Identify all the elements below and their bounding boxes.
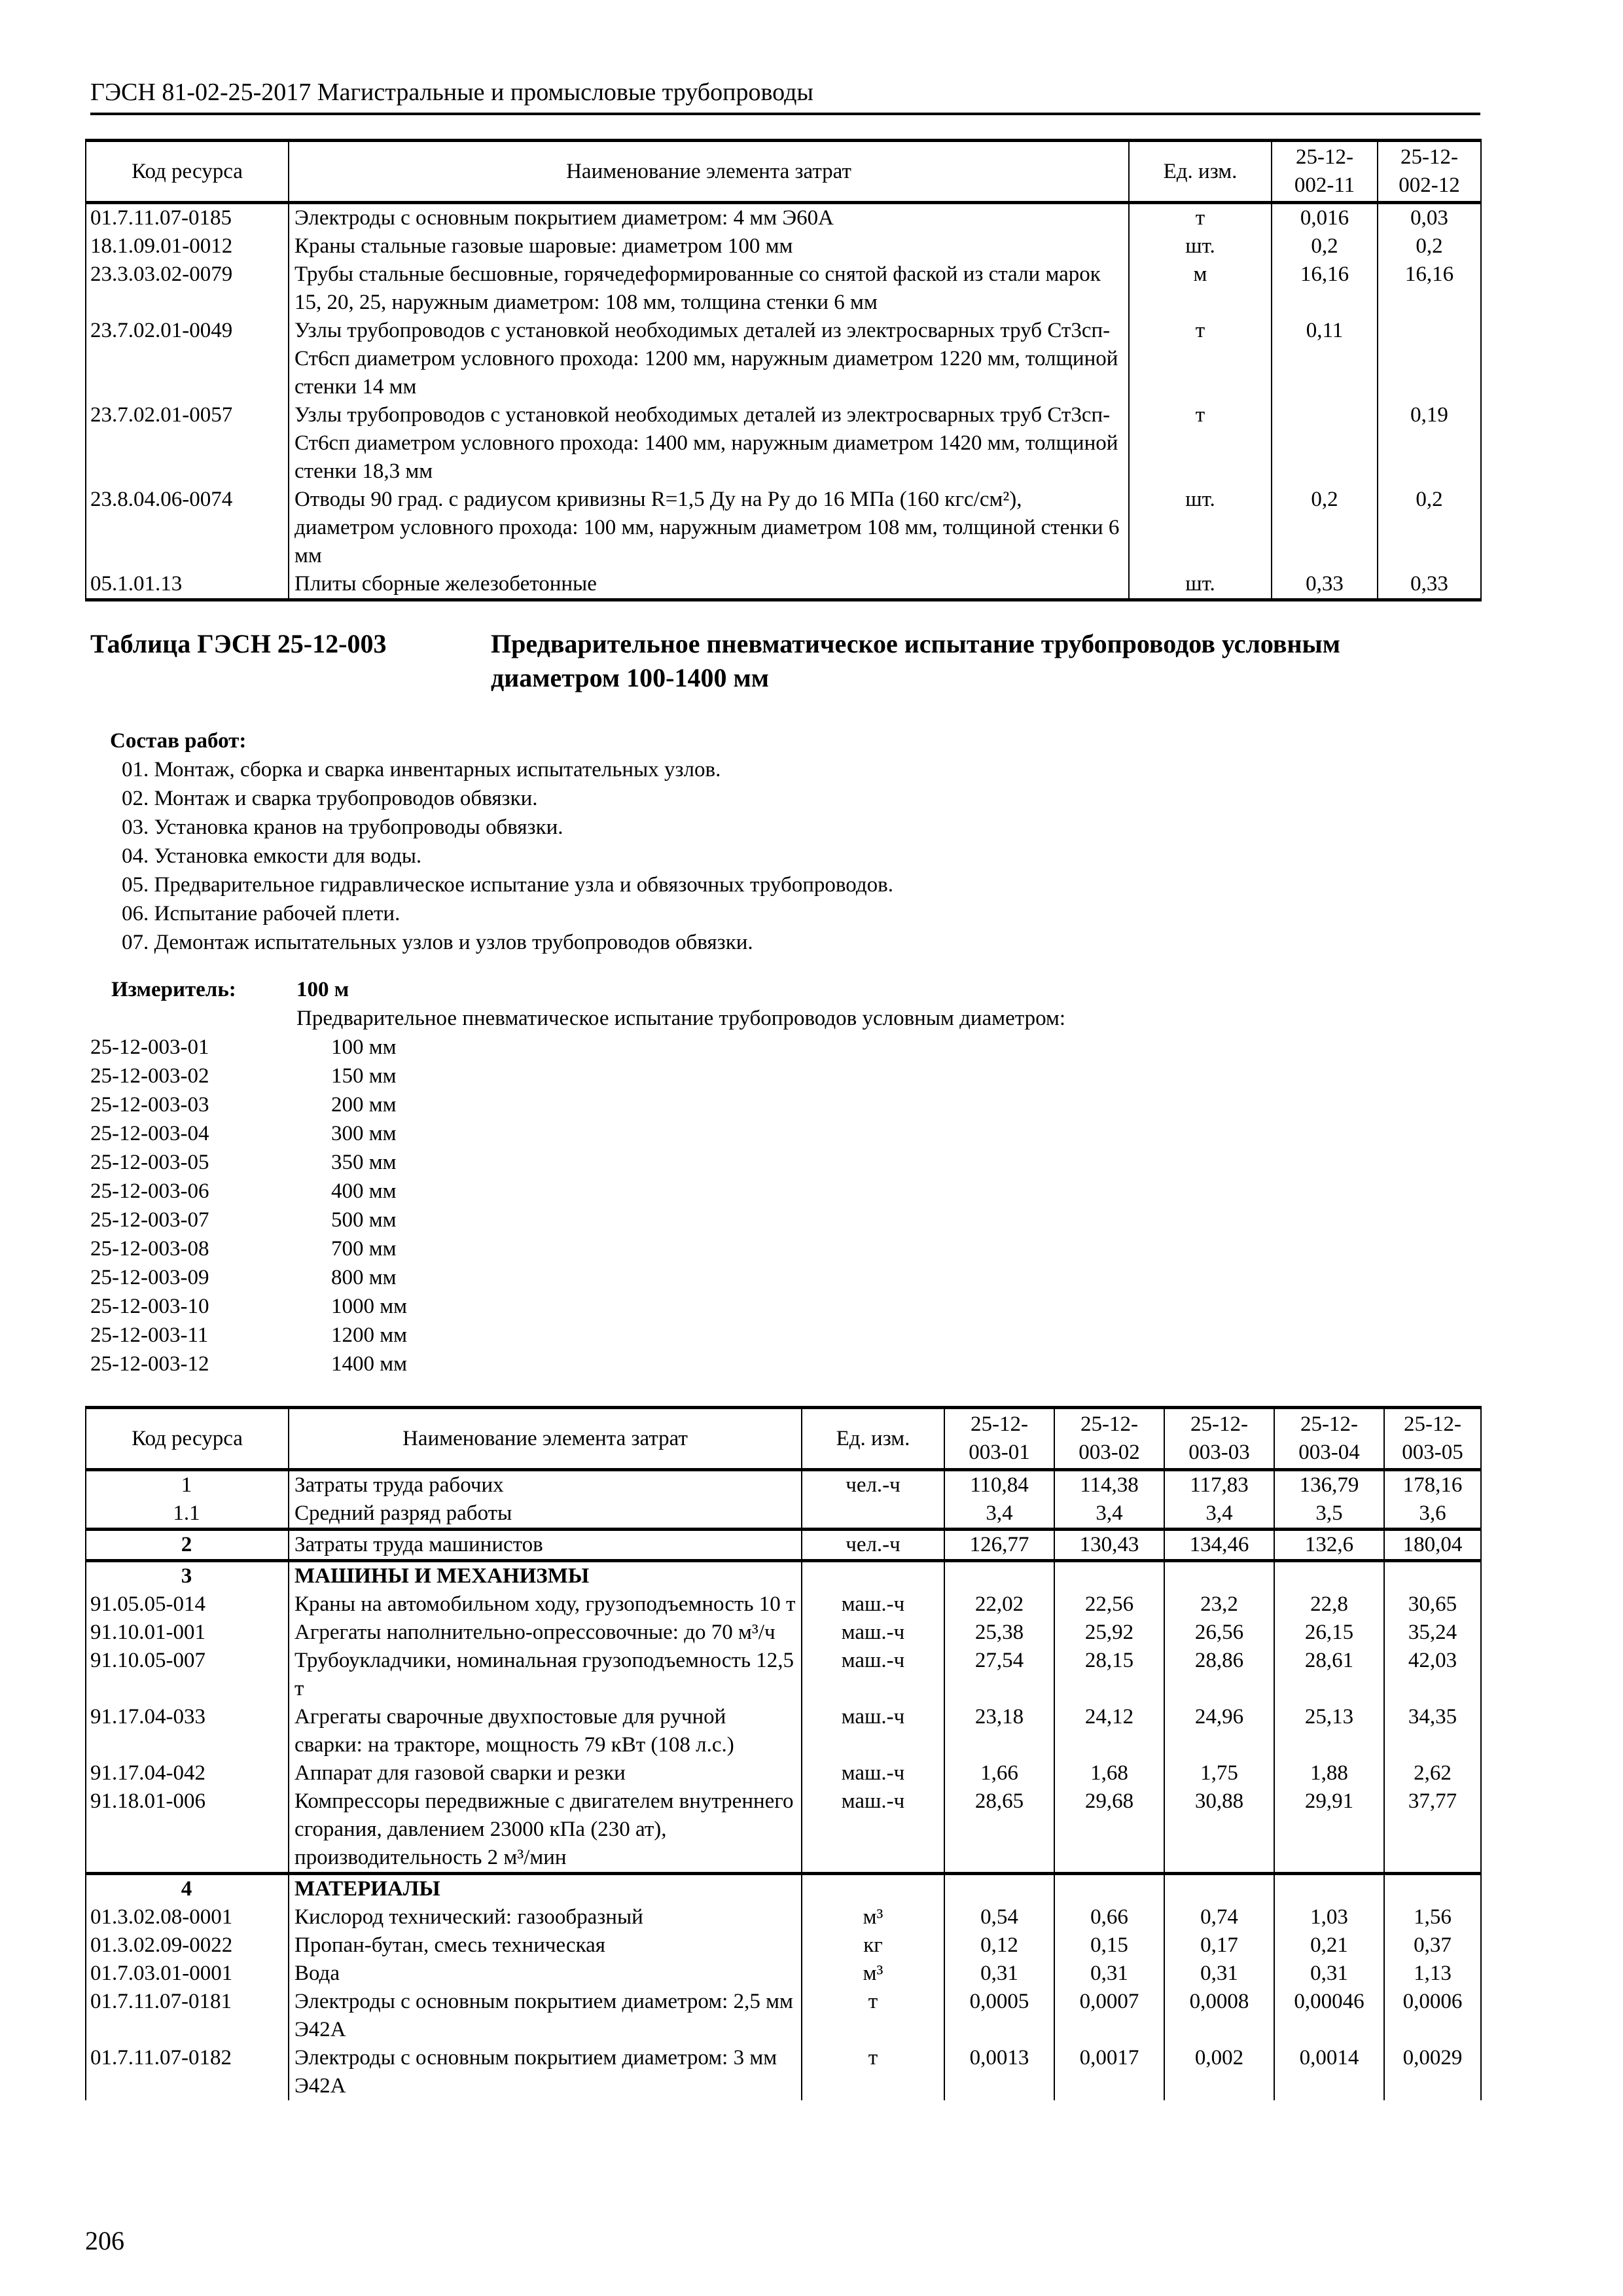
norm-value: 24,12: [1054, 1703, 1164, 1759]
table-row: [86, 570, 1481, 600]
cost-element-name: МАШИНЫ И МЕХАНИЗМЫ: [289, 1561, 802, 1591]
cost-element-name: Кислород технический: газообразный: [289, 1903, 802, 1931]
norm-value: 28,65: [944, 1787, 1054, 1874]
header-name: Наименование элемента затрат: [289, 1408, 802, 1470]
norm-value: 180,04: [1384, 1530, 1481, 1561]
unit-of-measure: шт.: [1129, 486, 1272, 570]
norm-value: 0,0005: [944, 1988, 1054, 2044]
norm-value: [944, 1874, 1054, 1904]
norm-value: 178,16: [1384, 1470, 1481, 1500]
resource-table-25-12-002: [85, 139, 1482, 601]
table-row: [86, 1703, 1481, 1759]
unit-of-measure: кг: [802, 1931, 944, 1960]
norm-value: [1378, 317, 1481, 401]
cost-element-name: Трубоукладчики, номинальная грузоподъемность 12,5 т: [289, 1647, 802, 1703]
norm-value: 132,6: [1274, 1530, 1384, 1561]
norm-value: 0,17: [1164, 1931, 1274, 1960]
table-row: [86, 486, 1481, 570]
cost-element-name: Пропан-бутан, смесь техническая: [289, 1931, 802, 1960]
header-col: 25-12- 003-01: [944, 1408, 1054, 1470]
cost-element-name: Вода: [289, 1960, 802, 1988]
table-row: [86, 1787, 1481, 1874]
norm-value: 1,56: [1384, 1903, 1481, 1931]
unit-of-measure: маш.-ч: [802, 1590, 944, 1619]
norm-value: 3,6: [1384, 1499, 1481, 1530]
norm-code: 25-12-003-05: [90, 1151, 209, 1174]
cost-element-name: Электроды с основным покрытием диаметром: 3 мм Э42А: [289, 2044, 802, 2100]
table-row: [86, 203, 1481, 233]
norm-value: 1,03: [1274, 1903, 1384, 1931]
nominal-diameter: 700 мм: [331, 1237, 397, 1261]
resource-code: 91.18.01-006: [86, 1787, 289, 1874]
norm-value: 0,66: [1054, 1903, 1164, 1931]
norm-value: 110,84: [944, 1470, 1054, 1500]
cost-element-name: Узлы трубопроводов с установкой необходимых деталей из электросварных труб Ст3сп-Ст6сп диаметром условного прохода: 1400 мм, наружным диаметром 1420 мм, толщиной стенки 18,3 мм: [289, 401, 1129, 486]
norm-code: 25-12-003-11: [90, 1323, 209, 1347]
work-item: 04. Установка емкости для воды.: [122, 844, 422, 868]
norm-value: 0,74: [1164, 1903, 1274, 1931]
resource-code: 23.7.02.01-0049: [86, 317, 289, 401]
norm-value: 29,68: [1054, 1787, 1164, 1874]
resource-code: 3: [86, 1561, 289, 1591]
table-row: [86, 401, 1481, 486]
norm-value: 23,2: [1164, 1590, 1274, 1619]
norm-value: 16,16: [1272, 260, 1378, 317]
resource-code: 01.7.11.07-0185: [86, 203, 289, 233]
unit-of-measure: т: [1129, 317, 1272, 401]
header-code: Код ресурса: [86, 141, 289, 203]
unit-of-measure: т: [1129, 401, 1272, 486]
work-item: 06. Испытание рабочей плети.: [122, 902, 401, 925]
work-composition: [110, 726, 893, 957]
cost-element-name: Краны на автомобильном ходу, грузоподъемность 10 т: [289, 1590, 802, 1619]
norm-value: 0,0017: [1054, 2044, 1164, 2100]
unit-of-measure: чел.-ч: [802, 1530, 944, 1561]
table-row: [86, 1647, 1481, 1703]
norm-value: 24,96: [1164, 1703, 1274, 1759]
resource-code: 91.17.04-033: [86, 1703, 289, 1759]
cost-element-name: Агрегаты наполнительно-опрессовочные: до 70 м³/ч: [289, 1619, 802, 1647]
norm-code: 25-12-003-08: [90, 1237, 209, 1261]
resource-code: 05.1.01.13: [86, 570, 289, 600]
nominal-diameter: 400 мм: [331, 1179, 397, 1203]
norm-value: 30,88: [1164, 1787, 1274, 1874]
norm-value: 0,11: [1272, 317, 1378, 401]
norm-code: 25-12-003-04: [90, 1122, 209, 1145]
table-label: Таблица ГЭСН 25-12-003: [90, 629, 387, 658]
norm-value: [1384, 1874, 1481, 1904]
norm-value: 25,13: [1274, 1703, 1384, 1759]
table-title: Предварительное пневматическое испытание трубопроводов условным диаметром 100-1400 мм: [491, 629, 1341, 692]
resource-code: 4: [86, 1874, 289, 1904]
resource-code: 23.8.04.06-0074: [86, 486, 289, 570]
meter-item: [90, 1234, 1465, 1263]
norm-value: 1,88: [1274, 1759, 1384, 1787]
resource-code: 1: [86, 1470, 289, 1500]
norm-value: 42,03: [1384, 1647, 1481, 1703]
resource-code: 01.7.03.01-0001: [86, 1960, 289, 1988]
cost-element-name: Агрегаты сварочные двухпостовые для ручной сварки: на тракторе, мощность 79 кВт (108 л.с.): [289, 1703, 802, 1759]
unit-of-measure: м³: [802, 1960, 944, 1988]
norm-value: [1054, 1874, 1164, 1904]
resource-code: 1.1: [86, 1499, 289, 1530]
resource-code: 91.10.05-007: [86, 1647, 289, 1703]
unit-of-measure: т: [1129, 203, 1272, 233]
meter-item: [90, 1263, 1465, 1292]
meter-item: [90, 1119, 1465, 1148]
norm-value: 0,0006: [1384, 1988, 1481, 2044]
norm-value: 25,92: [1054, 1619, 1164, 1647]
table-header-row: [86, 1408, 1481, 1470]
unit-of-measure: маш.-ч: [802, 1759, 944, 1787]
table-row: [86, 1561, 1481, 1591]
norm-value: 27,54: [944, 1647, 1054, 1703]
norm-value: 3,4: [1164, 1499, 1274, 1530]
cost-element-name: Аппарат для газовой сварки и резки: [289, 1759, 802, 1787]
meter-item: [90, 1148, 1465, 1177]
table-row: [86, 1470, 1481, 1500]
norm-value: 0,0013: [944, 2044, 1054, 2100]
unit-of-measure: шт.: [1129, 232, 1272, 260]
header-name: Наименование элемента затрат: [289, 141, 1129, 203]
norm-value: 22,02: [944, 1590, 1054, 1619]
header-col: 25-12- 003-02: [1054, 1408, 1164, 1470]
table-row: [86, 1903, 1481, 1931]
nominal-diameter: 1200 мм: [331, 1323, 408, 1347]
unit-of-measure: м³: [802, 1903, 944, 1931]
resource-code: 91.10.01-001: [86, 1619, 289, 1647]
table-row: [86, 317, 1481, 401]
header-col: 25-12- 003-04: [1274, 1408, 1384, 1470]
unit-of-measure: маш.-ч: [802, 1619, 944, 1647]
nominal-diameter: 500 мм: [331, 1208, 397, 1232]
unit-of-measure: маш.-ч: [802, 1787, 944, 1874]
resource-code: 01.7.11.07-0181: [86, 1988, 289, 2044]
norm-value: 22,56: [1054, 1590, 1164, 1619]
work-item: 03. Установка кранов на трубопроводы обвязки.: [122, 816, 563, 839]
norm-value: [1164, 1874, 1274, 1904]
norm-value: [1274, 1874, 1384, 1904]
norm-value: 29,91: [1274, 1787, 1384, 1874]
cost-element-name: Затраты труда машинистов: [289, 1530, 802, 1561]
work-composition-heading: Состав работ:: [110, 729, 247, 753]
norm-value: [1164, 1561, 1274, 1591]
norm-value: 0,33: [1378, 570, 1481, 600]
norm-value: 28,15: [1054, 1647, 1164, 1703]
table-row: [86, 1530, 1481, 1561]
norm-code: 25-12-003-03: [90, 1093, 209, 1117]
header-code: Код ресурса: [86, 1408, 289, 1470]
table-row: [86, 1759, 1481, 1787]
table-row: [86, 1874, 1481, 1904]
norm-value: 0,12: [944, 1931, 1054, 1960]
norm-value: 0,19: [1378, 401, 1481, 486]
norm-value: 114,38: [1054, 1470, 1164, 1500]
unit-of-measure: [802, 1561, 944, 1591]
cost-element-name: Краны стальные газовые шаровые: диаметром 100 мм: [289, 232, 1129, 260]
norm-value: 26,56: [1164, 1619, 1274, 1647]
norm-value: 3,4: [944, 1499, 1054, 1530]
work-item: 01. Монтаж, сборка и сварка инвентарных испытательных узлов.: [122, 758, 721, 781]
norm-value: 0,0008: [1164, 1988, 1274, 2044]
norm-value: 1,66: [944, 1759, 1054, 1787]
norm-value: 0,2: [1378, 486, 1481, 570]
norm-value: 1,13: [1384, 1960, 1481, 1988]
nominal-diameter: 300 мм: [331, 1122, 397, 1145]
norm-value: 30,65: [1384, 1590, 1481, 1619]
norm-value: 37,77: [1384, 1787, 1481, 1874]
resource-code: 01.3.02.09-0022: [86, 1931, 289, 1960]
header-unit: Ед. изм.: [1129, 141, 1272, 203]
nominal-diameter: 150 мм: [331, 1064, 397, 1088]
header-col: 25-12- 002-12: [1378, 141, 1481, 203]
work-item: 07. Демонтаж испытательных узлов и узлов трубопроводов обвязки.: [122, 931, 753, 954]
norm-value: 1,75: [1164, 1759, 1274, 1787]
meter-item: [90, 1033, 1465, 1062]
norm-value: 0,00046: [1274, 1988, 1384, 2044]
norm-value: 0,0029: [1384, 2044, 1481, 2100]
resource-code: 01.3.02.08-0001: [86, 1903, 289, 1931]
unit-of-measure: [802, 1874, 944, 1904]
norm-value: 0,2: [1272, 486, 1378, 570]
norm-code: 25-12-003-06: [90, 1179, 209, 1203]
norm-value: 28,86: [1164, 1647, 1274, 1703]
table-row: [86, 2044, 1481, 2100]
meter-item: [90, 1090, 1465, 1119]
norm-value: 0,33: [1272, 570, 1378, 600]
header-col: 25-12- 002-11: [1272, 141, 1378, 203]
meter-description: Предварительное пневматическое испытание трубопроводов условным диаметром:: [296, 1007, 1066, 1030]
norm-value: 0,54: [944, 1903, 1054, 1931]
unit-of-measure: шт.: [1129, 570, 1272, 600]
norm-value: 0,03: [1378, 203, 1481, 233]
norm-value: 2,62: [1384, 1759, 1481, 1787]
norm-code: 25-12-003-10: [90, 1295, 209, 1318]
norm-value: 0,15: [1054, 1931, 1164, 1960]
work-item: 05. Предварительное гидравлическое испытание узла и обвязочных трубопроводов.: [122, 873, 893, 897]
resource-code: 18.1.09.01-0012: [86, 232, 289, 260]
meter-item: [90, 1321, 1465, 1350]
nominal-diameter: 200 мм: [331, 1093, 397, 1117]
norm-value: 126,77: [944, 1530, 1054, 1561]
norm-value: 35,24: [1384, 1619, 1481, 1647]
table-row: [86, 1988, 1481, 2044]
table-row: [86, 1619, 1481, 1647]
meter-label: Измеритель:: [111, 978, 236, 1001]
meter-item: [90, 1206, 1465, 1234]
norm-code: 25-12-003-09: [90, 1266, 209, 1289]
norm-value: 0,31: [1054, 1960, 1164, 1988]
cost-element-name: Затраты труда рабочих: [289, 1470, 802, 1500]
cost-element-name: Отводы 90 град. с радиусом кривизны R=1,5 Ду на Ру до 16 МПа (160 кгс/см²), диаметром условного прохода: 100 мм, наружным диаметром 108 мм, толщиной стенки 6 мм: [289, 486, 1129, 570]
work-item: 02. Монтаж и сварка трубопроводов обвязки.: [122, 787, 538, 810]
norm-value: [1384, 1561, 1481, 1591]
table-row: [86, 1960, 1481, 1988]
norm-value: 0,0007: [1054, 1988, 1164, 2044]
nominal-diameter: 350 мм: [331, 1151, 397, 1174]
norm-value: 136,79: [1274, 1470, 1384, 1500]
meter-item: [90, 1292, 1465, 1321]
header-col: 25-12- 003-05: [1384, 1408, 1481, 1470]
norm-value: 23,18: [944, 1703, 1054, 1759]
resource-code: 91.17.04-042: [86, 1759, 289, 1787]
table-header-row: [86, 141, 1481, 203]
norm-value: 16,16: [1378, 260, 1481, 317]
meter-item: [90, 1350, 1465, 1378]
norm-value: 130,43: [1054, 1530, 1164, 1561]
norm-value: 34,35: [1384, 1703, 1481, 1759]
cost-element-name: Узлы трубопроводов с установкой необходимых деталей из электросварных труб Ст3сп-Ст6сп диаметром условного прохода: 1200 мм, наружным диаметром 1220 мм, толщиной стенки 14 мм: [289, 317, 1129, 401]
norm-value: 0,37: [1384, 1931, 1481, 1960]
norm-value: 25,38: [944, 1619, 1054, 1647]
resource-code: 23.3.03.02-0079: [86, 260, 289, 317]
header-unit: Ед. изм.: [802, 1408, 944, 1470]
unit-of-measure: чел.-ч: [802, 1470, 944, 1500]
unit-of-measure: маш.-ч: [802, 1703, 944, 1759]
table-row: [86, 260, 1481, 317]
meter-section: [90, 975, 1465, 1378]
norm-value: 3,4: [1054, 1499, 1164, 1530]
table-row: [86, 232, 1481, 260]
norm-code: 25-12-003-07: [90, 1208, 209, 1232]
cost-element-name: Электроды с основным покрытием диаметром: 4 мм Э60А: [289, 203, 1129, 233]
norm-value: 0,002: [1164, 2044, 1274, 2100]
table-row: [86, 1590, 1481, 1619]
norm-value: 3,5: [1274, 1499, 1384, 1530]
unit-of-measure: т: [802, 1988, 944, 2044]
resource-code: 01.7.11.07-0182: [86, 2044, 289, 2100]
norm-value: 0,2: [1272, 232, 1378, 260]
cost-element-name: Компрессоры передвижные с двигателем внутреннего сгорания, давлением 23000 кПа (230 ат), производительность 2 м³/мин: [289, 1787, 802, 1874]
norm-value: 22,8: [1274, 1590, 1384, 1619]
norm-code: 25-12-003-12: [90, 1352, 209, 1376]
norm-value: 0,31: [1164, 1960, 1274, 1988]
norm-code: 25-12-003-02: [90, 1064, 209, 1088]
norm-value: 0,0014: [1274, 2044, 1384, 2100]
resource-table-25-12-003: [85, 1406, 1482, 2100]
norm-value: 0,2: [1378, 232, 1481, 260]
norm-value: 0,016: [1272, 203, 1378, 233]
norm-value: 0,21: [1274, 1931, 1384, 1960]
meter-item: [90, 1062, 1465, 1090]
cost-element-name: Электроды с основным покрытием диаметром: 2,5 мм Э42А: [289, 1988, 802, 2044]
running-header: ГЭСН 81-02-25-2017 Магистральные и промысловые трубопроводы: [90, 77, 1480, 115]
resource-code: 91.05.05-014: [86, 1590, 289, 1619]
norm-code: 25-12-003-01: [90, 1035, 209, 1059]
norm-value: 26,15: [1274, 1619, 1384, 1647]
header-col: 25-12- 003-03: [1164, 1408, 1274, 1470]
norm-value: [944, 1561, 1054, 1591]
meter-value: 100 м: [296, 978, 349, 1001]
norm-value: [1272, 401, 1378, 486]
nominal-diameter: 800 мм: [331, 1266, 397, 1289]
norm-value: 117,83: [1164, 1470, 1274, 1500]
unit-of-measure: [802, 1499, 944, 1530]
norm-value: 0,31: [1274, 1960, 1384, 1988]
norm-value: 134,46: [1164, 1530, 1274, 1561]
nominal-diameter: 1000 мм: [331, 1295, 408, 1318]
resource-code: 2: [86, 1530, 289, 1561]
table-row: [86, 1499, 1481, 1530]
nominal-diameter: 1400 мм: [331, 1352, 408, 1376]
meter-item: [90, 1177, 1465, 1206]
norm-value: 1,68: [1054, 1759, 1164, 1787]
nominal-diameter: 100 мм: [331, 1035, 397, 1059]
unit-of-measure: м: [1129, 260, 1272, 317]
resource-code: 23.7.02.01-0057: [86, 401, 289, 486]
page-number: 206: [85, 2226, 124, 2255]
cost-element-name: Средний разряд работы: [289, 1499, 802, 1530]
cost-element-name: МАТЕРИАЛЫ: [289, 1874, 802, 1904]
norm-value: 28,61: [1274, 1647, 1384, 1703]
cost-element-name: Трубы стальные бесшовные, горячедеформированные со снятой фаской из стали марок 15, 20, 25, наружным диаметром: 108 мм, толщина стенки 6 мм: [289, 260, 1129, 317]
norm-value: 0,31: [944, 1960, 1054, 1988]
unit-of-measure: т: [802, 2044, 944, 2100]
norm-value: [1054, 1561, 1164, 1591]
cost-element-name: Плиты сборные железобетонные: [289, 570, 1129, 600]
table-row: [86, 1931, 1481, 1960]
norm-value: [1274, 1561, 1384, 1591]
unit-of-measure: маш.-ч: [802, 1647, 944, 1703]
